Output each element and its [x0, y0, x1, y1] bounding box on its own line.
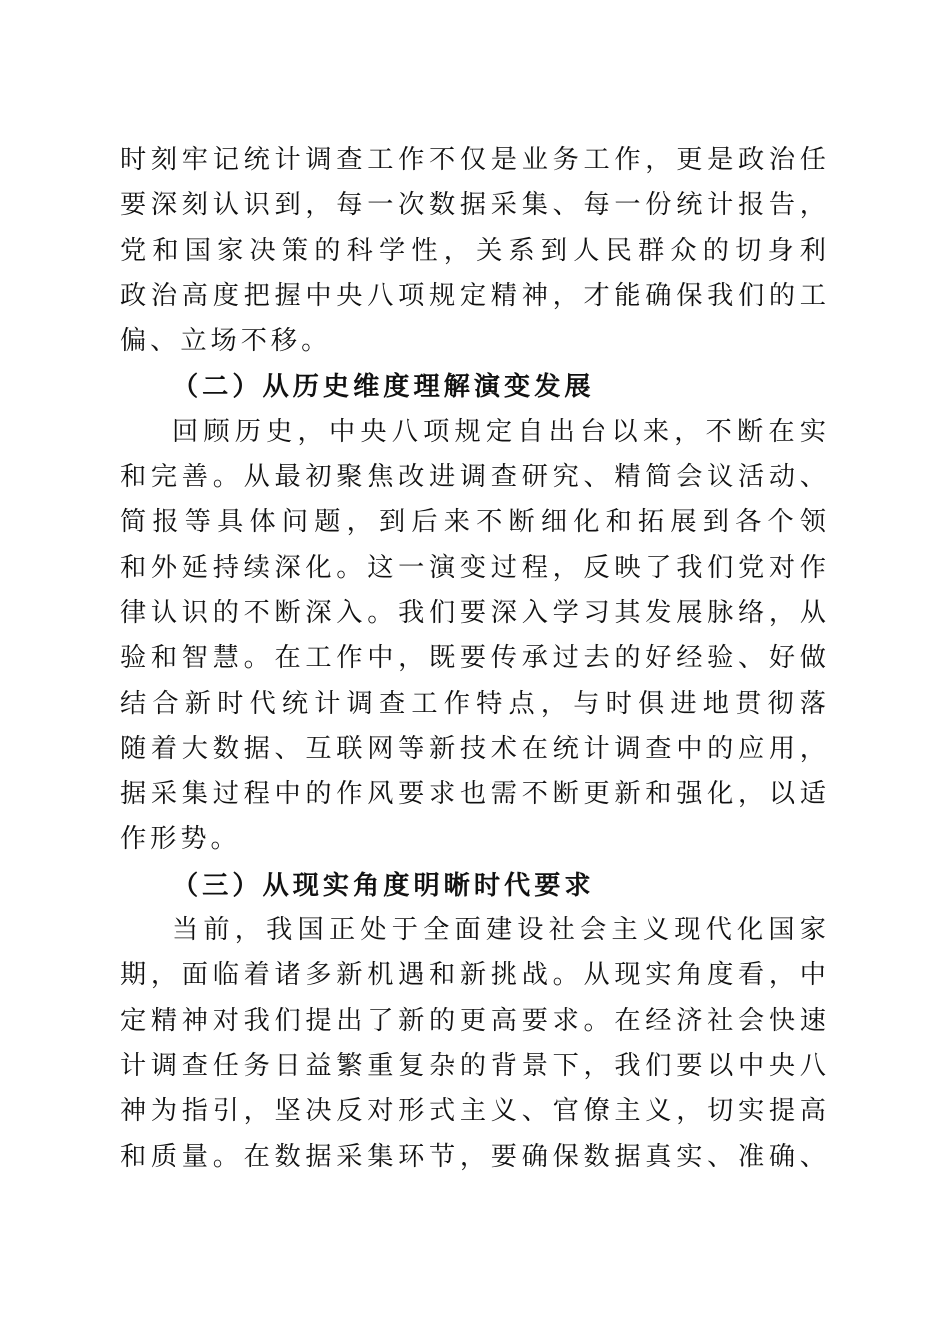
section-heading-3: （三）从现实角度明晰时代要求 — [172, 869, 595, 901]
paragraph-line: 计调查任务日益繁重复杂的背景下，我们要以中央八 — [120, 1050, 830, 1081]
paragraph-line: 律认识的不断深入。我们要深入学习其发展脉络，从 — [120, 597, 830, 628]
section-heading-2: （二）从历史维度理解演变发展 — [172, 371, 595, 403]
document-body — [120, 138, 830, 1180]
paragraph-line: 简报等具体问题，到后来不断细化和拓展到各个领 — [120, 507, 830, 538]
paragraph-line: 期，面临着诸多新机遇和新挑战。从现实角度看，中 — [120, 960, 830, 991]
paragraph-line: 和外延持续深化。这一演变过程，反映了我们党对作 — [120, 552, 830, 583]
paragraph-line: 和完善。从最初聚焦改进调查研究、精简会议活动、 — [120, 462, 830, 493]
paragraph-line: 神为指引，坚决反对形式主义、官僚主义，切实提高 — [120, 1096, 830, 1127]
paragraph-1 — [120, 138, 830, 364]
paragraph-line: 当前，我国正处于全面建设社会主义现代化国家 — [172, 915, 830, 946]
paragraph-line: 要深刻认识到，每一次数据采集、每一份统计报告， — [120, 190, 830, 221]
paragraph-line: 验和智慧。在工作中，既要传承过去的好经验、好做 — [120, 643, 830, 674]
paragraph-line: 作形势。 — [120, 824, 241, 855]
paragraph-3 — [120, 908, 830, 1180]
paragraph-line: 定精神对我们提出了新的更高要求。在经济社会快速 — [120, 1005, 830, 1036]
paragraph-line: 据采集过程中的作风要求也需不断更新和强化，以适 — [120, 779, 830, 810]
paragraph-line: 政治高度把握中央八项规定精神，才能确保我们的工 — [120, 280, 830, 311]
paragraph-line: 随着大数据、互联网等新技术在统计调查中的应用， — [120, 733, 830, 764]
paragraph-line: 回顾历史，中央八项规定自出台以来，不断在实 — [172, 416, 830, 447]
paragraph-line: 和质量。在数据采集环节，要确保数据真实、准确、 — [120, 1141, 830, 1172]
paragraph-2 — [120, 410, 830, 863]
paragraph-line: 偏、立场不移。 — [120, 326, 332, 357]
paragraph-line: 时刻牢记统计调查工作不仅是业务工作，更是政治任 — [120, 145, 830, 175]
paragraph-line: 党和国家决策的科学性，关系到人民群众的切身利 — [120, 235, 830, 266]
paragraph-line: 结合新时代统计调查工作特点，与时俱进地贯彻落 — [120, 688, 830, 719]
